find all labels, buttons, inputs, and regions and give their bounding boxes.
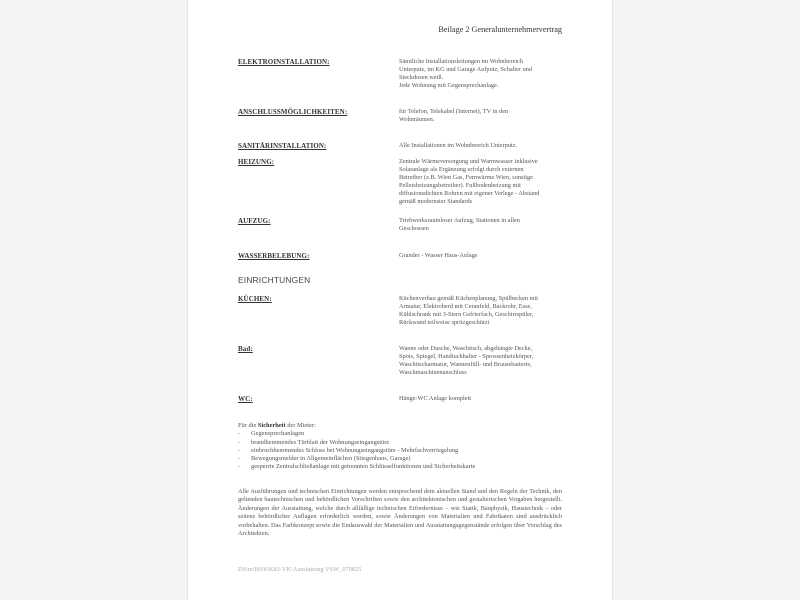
section-description [399,217,563,233]
section-description [399,158,563,206]
safety-list-item: - Bewegungsmelder in Allgemeinflächen (Stiegenhaus, Garage) [238,455,568,463]
safety-list [238,430,568,471]
einrichtungen-heading: EINRICHTUNGEN [238,275,311,285]
section-description [399,345,563,377]
description-line: diffusionsdichten Rohren mit eigener Verlege - Abstand [399,190,540,197]
description-line: Steckdosen weiß. [399,74,444,81]
description-line: gemäß modernster Standards [399,198,473,205]
safety-intro-text: Für die [238,422,258,429]
description-line: Wanne oder Dusche, Waschtisch, abgehängte Decke, [399,345,533,352]
safety-list-item: - brandhemmendes Türblatt der Wohnungseingangstüre [238,439,568,447]
description-line: Armatur, Elektroherd mit Ceranfeld, Backrohr, Esse, [399,303,532,310]
description-line: Solaranlage als Ergänzung erfolgt durch externen [399,166,524,173]
section-description [399,108,563,124]
safety-intro [238,422,568,430]
safety-intro-bold: Sicherheit [257,422,286,429]
description-line: Hänge-WC Anlage komplett [399,395,472,402]
description-line: Waschtischarmatur, Wannenfüll- und Brausebatterie, [399,361,532,368]
description-line: Geschossen [399,225,429,232]
section-label: HEIZUNG: [238,158,275,166]
section-description [399,395,563,403]
section-label: ELEKTROINSTALLATION: [238,58,330,66]
section-label: AUFZUG: [238,217,271,225]
section-description [399,142,563,150]
description-line: Kühlschrank mit 3-Stern Gefrierfach, Geschirrspüler, [399,311,534,318]
safety-list-item: - Gegensprechanlagen [238,430,568,438]
description-line: Grander - Wasser Haus-Anlage [399,252,478,259]
description-line: Pelletsheizungsbetreiber). Fußbodenheizung mit [399,182,521,189]
safety-list-item: - gesperrte Zentralschließanlage mit getrennten Schlüsselfunktionen und Sicherheitskarte [238,463,568,471]
section-label: ANSCHLUSSMÖGLICHKEITEN: [238,108,348,116]
section-description [399,58,563,90]
section-label: WC: [238,395,253,403]
section-label: KÜCHEN: [238,295,272,303]
description-line: Betreiber (z.B. Wien Gas, Fernwärme Wien, sonstige [399,174,533,181]
section-label: Bad: [238,345,253,353]
section-label: SANITÄRINSTALLATION: [238,142,327,150]
document-page [188,0,612,600]
description-line: Unterputz, im KG und Garage Aufputz, Schalter und [399,66,533,73]
closing-paragraph: Alle Ausführungen und technischen Einrichtungen werden entsprechend dem aktuellen Stand und den Regeln der Technik, den geltenden bautechnischen und behördlichen Vorschriften sowie den architektonischen und gestalterischen Vorgaben hergestellt. Änderungen der Ausstattung, welche durch allfällige technischen Erfordernisse – wie Statik, Bauphysik, Haustechnik – oder seitens behördlicher Auflagen erforderlich werden, sowie Änderungen von Materialien und Fabrikaten sind ausdrücklich vorbehalten. Das Farbkonzept sowie die Endauswahl der Materialien und Ausstattungsgegenstände erfolgen über Vorschlag des Architekten. [238,488,562,538]
description-line: Wohnräumen. [399,116,435,123]
description-line: Alle Installationen im Wohnbereich Unterputz. [399,142,518,149]
description-line: für Telefon, Telekabel (Internet), TV in den [399,108,509,115]
safety-list-item: - einbruchhemmendes Schloss bei Wohnungseingangstüre - Mehrfachverriegelung [238,447,568,455]
safety-intro-text: der Mieter: [285,422,316,429]
description-line: Zentrale Wärmeversorgung und Warmwasser inklusive [399,158,538,165]
description-line: Jede Wohnung mit Gegensprechanlage. [399,82,499,89]
description-line: Sämtliche Installationsleitungen im Wohnbereich [399,58,524,65]
description-line: Waschmaschinenanschluss [399,369,467,376]
document-footer: DS\m\BNS\K83-VK\Ausstattung VSW_070825 [238,566,362,573]
section-label: WASSERBELEBUNG: [238,252,310,260]
description-line: Rückwand teilweise spritzgeschützt [399,319,490,326]
section-description [399,252,563,260]
description-line: Küchenverbau gemäß Küchenplanung, Spülbecken mit [399,295,539,302]
description-line: Triebwerksraumloser Aufzug, Stationen in allen [399,217,520,224]
description-line: Spots, Spiegel, Handtuchhalter - Sprossenheizkörper, [399,353,534,360]
section-description [399,295,563,327]
document-header: Beilage 2 Generalunternehmervertrag [438,25,562,34]
safety-block [238,422,568,472]
